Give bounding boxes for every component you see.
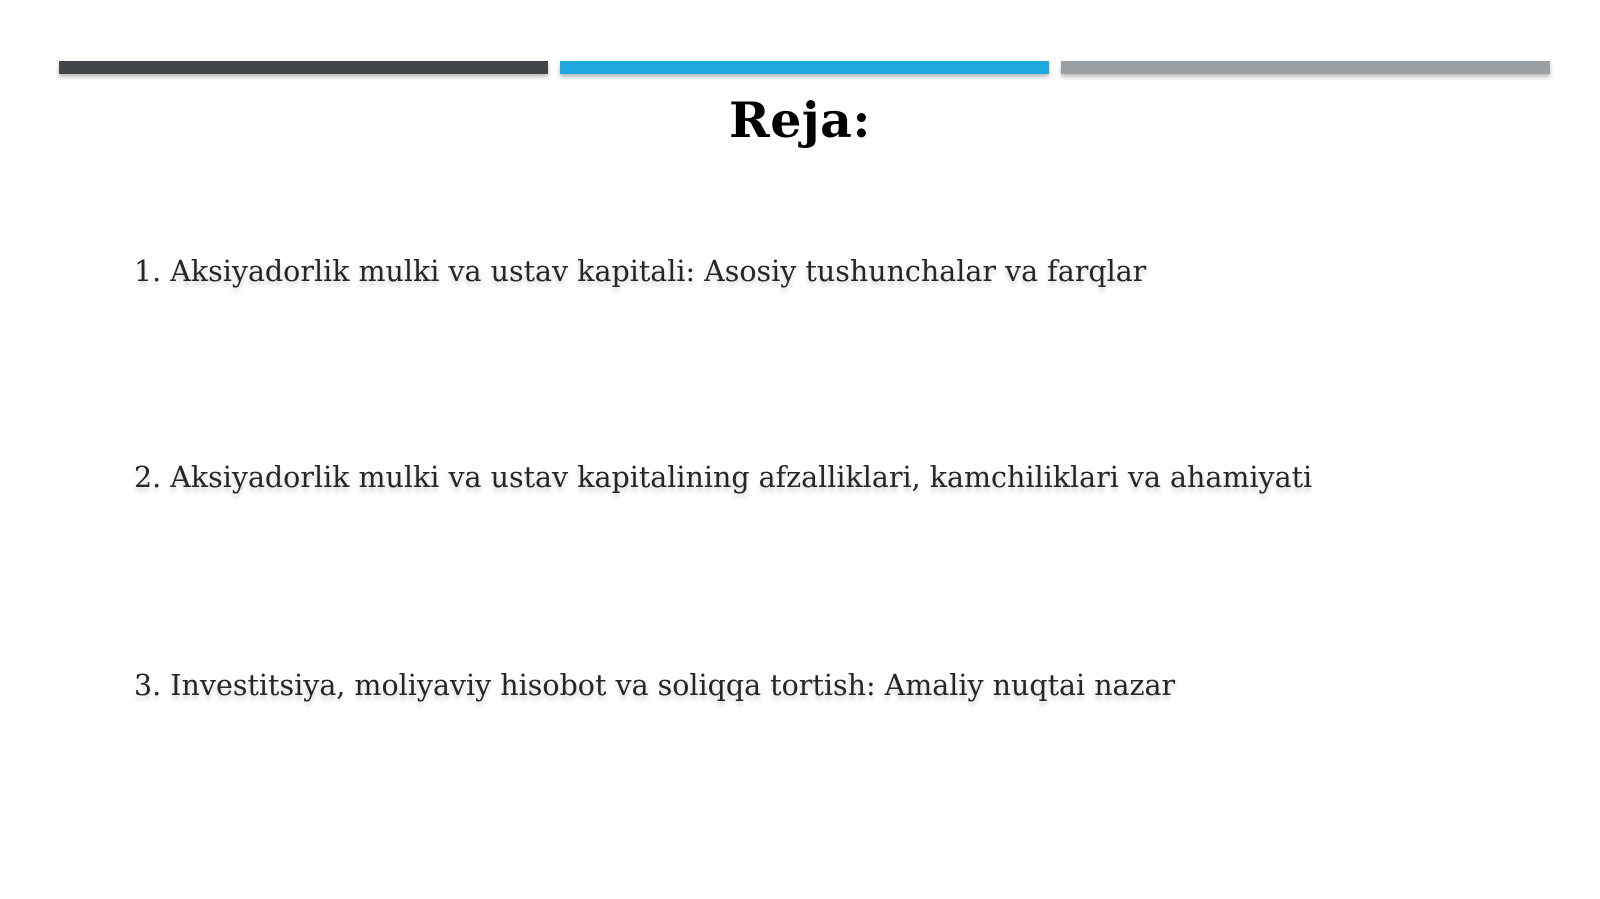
accent-bar-gray [1061, 61, 1550, 74]
plan-item-3: 3. Investitsiya, moliyaviy hisobot va soliqqa tortish: Amaliy nuqtai nazar [134, 669, 1176, 702]
slide-title: Reja: [729, 91, 871, 149]
plan-item-1: 1. Aksiyadorlik mulki va ustav kapitali: Asosiy tushunchalar va farqlar [134, 255, 1147, 288]
accent-bar-blue [560, 61, 1049, 74]
accent-bar-dark [59, 61, 548, 74]
plan-item-2: 2. Aksiyadorlik mulki va ustav kapitalining afzalliklari, kamchiliklari va ahamiyati [134, 461, 1313, 494]
